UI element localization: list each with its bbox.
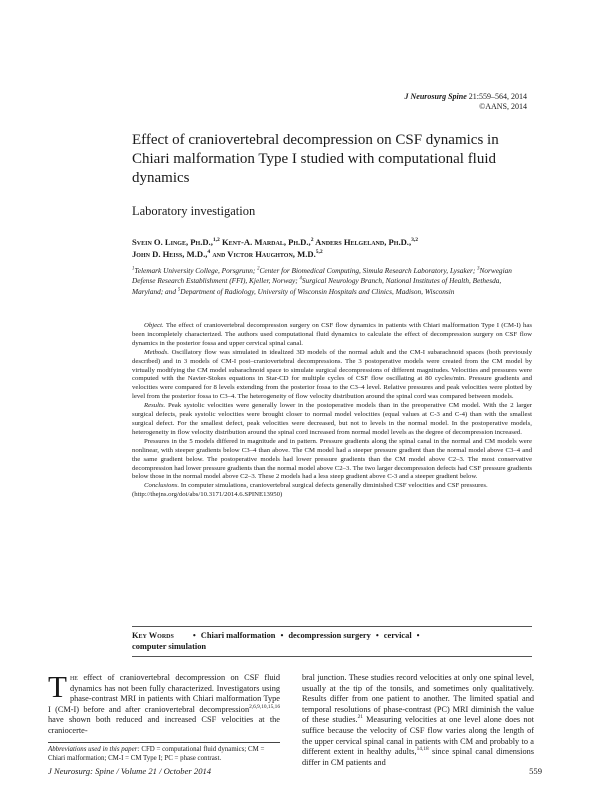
affil-4-number: 4 <box>299 276 302 282</box>
keyword-item: decompression surgery <box>288 631 371 640</box>
citation-ref: 2,6,9,10,15,16 <box>249 704 280 711</box>
author-5: and Victor Haughton, M.D. <box>210 249 316 259</box>
abstract-object <box>132 322 532 349</box>
article-subtitle: Laboratory investigation <box>132 204 256 218</box>
affil-3-number: 3 <box>477 266 480 272</box>
abstract <box>132 322 532 500</box>
abstract-methods <box>132 349 532 402</box>
author-3: Anders Helgeland, Ph.D., <box>313 237 412 247</box>
affil-2: Center for Biomedical Computing, Simula Research Laboratory, Lysaker; <box>259 266 478 275</box>
journal-citation: 21:559–564, 2014 <box>468 92 527 101</box>
author-list <box>132 236 532 260</box>
keywords-rule-bottom <box>132 656 532 657</box>
doi-link[interactable]: (http://thejns.org/doi/abs/10.3171/2014.6.SPINE13950) <box>132 491 283 499</box>
body-text: Measuring velocities at one level alone does not suffice because the velocity of CSF flow varies along the length of the upper cervical spinal canal in patients with CM and probably to a different extent in healthy adults, <box>302 715 534 757</box>
abstract-results-heading: Results. <box>144 402 166 410</box>
bullet-icon: • <box>416 631 420 640</box>
keyword-item: computer simulation <box>132 642 207 651</box>
lead-in-smallcaps: he <box>69 673 78 682</box>
citation-ref: 14,18 <box>416 746 429 753</box>
body-text: effect of craniovertebral decompression on CSF fluid dynamics has not been fully characterized. Investigators using phase-contrast MRI in patients with Chiari malformation Type I (CM-I) before and after craniovertebral decompression <box>48 673 280 714</box>
author-4: John D. Heiss, M.D., <box>132 249 208 259</box>
footnote-text: CFD = computational fluid dynamics; CM = Chiari malformation; CM-I = CM Type I; PC = phase contrast. <box>48 746 265 762</box>
page-number: 559 <box>529 766 542 776</box>
affil-2-number: 2 <box>257 266 260 272</box>
affil-5: Department of Radiology, University of Wisconsin Hospitals and Clinics, Madison, Wisconsin <box>180 286 455 296</box>
author-4-affil: 4 <box>207 249 211 256</box>
keyword-item: cervical <box>383 631 412 640</box>
affil-4: Surgical Neurology Branch, National Institutes of Health, Bethesda, Maryland; and <box>132 276 502 296</box>
bullet-icon: • <box>280 631 284 640</box>
abstract-object-heading: Object. <box>144 322 164 329</box>
footnote-rule <box>48 742 280 743</box>
article-title: Effect of craniovertebral decompression on CSF dynamics in Chiari malformation Type I studied with computational fluid dynamics <box>132 132 499 186</box>
copyright: ©AANS, 2014 <box>479 102 527 111</box>
affil-5-number: 5 <box>177 287 181 293</box>
affil-1-number: 1 <box>132 266 135 272</box>
keyword-item: Chiari malformation <box>200 631 276 640</box>
affil-1: Telemark University College, Porsgrunn; <box>134 266 258 275</box>
author-1-affil: 1,2 <box>212 237 220 244</box>
affiliations <box>132 266 532 297</box>
citation-ref: 21 <box>357 714 363 721</box>
body-text: since spinal canal dimensions differ in CM patients and <box>302 747 534 767</box>
body-text: have shown both reduced and increased CSF velocities at the craniocerte- <box>48 715 280 735</box>
journal-reference <box>405 92 527 112</box>
author-2: Kent-A. Mardal, Ph.D., <box>219 237 311 247</box>
abstract-methods-heading: Methods. <box>144 348 169 356</box>
abstract-conclusions <box>132 482 532 491</box>
body-text: bral junction. These studies record velocities at only one spinal level, usually at the tip of the tonsils, and sometimes only qualitatively. Results differ from one patient to another. The limited spatial and temporal resolutions of phase-contrast (PC) MRI diminish the value of these studies. <box>302 673 534 725</box>
abstract-conclusions-text: In computer simulations, craniovertebral surgical defects generally diminished CSF velocities and CSF pressures. <box>179 482 488 490</box>
footnote <box>48 745 280 763</box>
abstract-results-text: Peak systolic velocities were generally lower in the postoperative models than in the preoperative CM model. With the 2 larger surgical defects, peak systolic velocities were brought closer to normal model velocities (equal values at C-3 and C-4) than with the smallest surgical defect. For the smallest defect, peak velocities were decreased, but not to levels in the normal model. In the postoperative models, heterogeneity in flow velocity distribution around the spinal cord increased from normal model levels as the degree of decompression increased. <box>132 402 532 436</box>
bullet-icon: • <box>192 631 196 640</box>
bullet-icon: • <box>375 631 379 640</box>
author-5-affil: 5,2 <box>315 249 323 256</box>
footer-journal-issue: J Neurosurg: Spine / Volume 21 / October 2014 <box>48 766 212 776</box>
abstract-results <box>132 402 532 438</box>
body-column-left <box>48 669 280 737</box>
abstract-results-2: Pressures in the 5 models differed in magnitude and in pattern. Pressure gradients along the spinal canal in the normal and CM models were nonlinear, with steeper gradients below C3–4 than above. The CM model had a steeper pressure gradient than the normal model above C3–4 and the same gradient below. The postoperative models had lower pressure gradients than the CM model above C2–3. The most conservative decompression had lower pressure gradients than the normal model above C2–3. The two larger decompression defects had CSF pressure gradients below those in the normal model above C2–3. These 2 models had a less steep gradient above C-3 and a steeper gradient below. <box>132 437 532 481</box>
author-1: Svein O. Linge, Ph.D., <box>132 237 213 247</box>
abstract-conclusions-heading: Conclusions. <box>144 482 180 490</box>
drop-cap: T <box>48 669 67 704</box>
journal-name: J Neurosurg Spine <box>404 92 467 101</box>
author-2-affil: 2 <box>310 237 314 244</box>
keywords-heading: Key Words <box>132 631 174 640</box>
abstract-methods-text: Oscillatory flow was simulated in idealized 3D models of the normal adult and the CM-I subarachnoid spaces (both previously described) and in 3 models of CM-I post–craniovertebral decompressions. The 3 postoperative models were created from the CM model by virtually modifying the CM model subarachnoid space to simulate surgical decompressions of different magnitudes. Velocities and pressures were computed with the Navier-Stokes equations in Star-CD for multiple cycles of CSF flow oscillating at 80 cycles/min. Pressure gradients and velocities were compared for 8 levels extending from the posterior fossa to the C3–4 level. Relative pressures and peak velocities were plotted by level from the posterior fossa to C3–4. The heterogeneity of flow velocity distribution around the spinal cord was compared between models. <box>132 348 532 401</box>
affil-3: Norwegian Defense Research Establishment (FFI), Kjeller, Norway; <box>132 266 512 286</box>
keywords <box>132 630 532 652</box>
abstract-object-text: The effect of craniovertebral decompression surgery on CSF flow dynamics in patients with Chiari malformation Type I (CM-I) has been incompletely characterized. The authors used computational fluid dynamics to calculate the effect of decompression surgery on CSF flow dynamics in the posterior fossa and upper cervical spinal canal. <box>132 322 532 347</box>
body-column-right <box>302 673 534 768</box>
footnote-label: Abbreviations used in this paper: <box>48 746 140 753</box>
keywords-rule-top <box>132 626 532 627</box>
author-3-affil: 3,2 <box>411 237 419 244</box>
